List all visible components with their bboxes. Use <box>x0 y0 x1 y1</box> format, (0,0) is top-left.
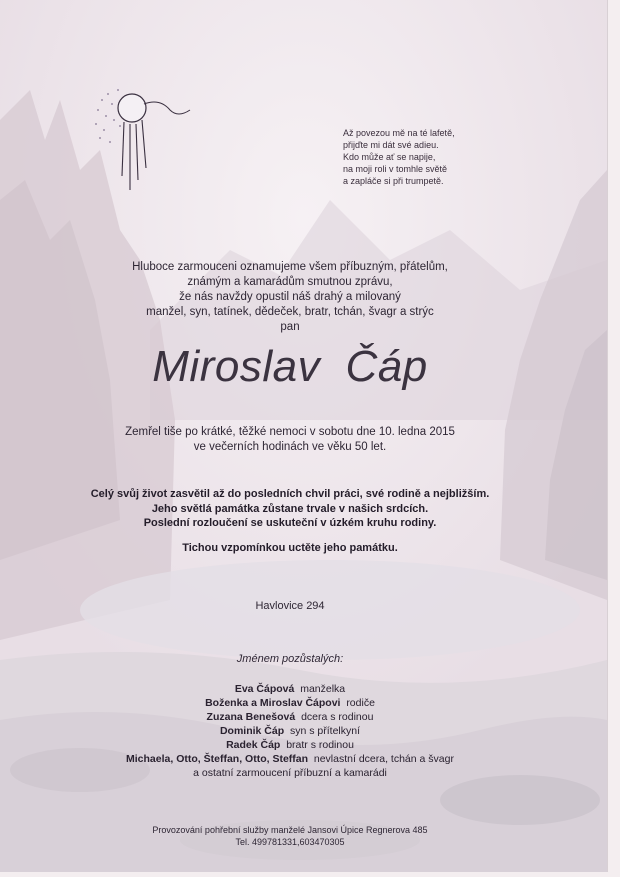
mourner-row <box>0 696 580 710</box>
intro-line: že nás navždy opustil náš drahý a milovaný <box>179 291 401 303</box>
mourner-name: Dominik Čáp <box>219 725 285 737</box>
mourners-closing: a ostatní zarmoucení příbuzní a kamarádi <box>193 767 387 779</box>
mourner-row <box>0 724 580 738</box>
footer-line-2: Tel. 499781331,603470305 <box>235 837 345 847</box>
mourner-relation: manželka <box>300 683 346 695</box>
announcement-intro <box>0 260 580 335</box>
intro-line: Hluboce zarmouceni oznamujeme všem příbuzným, přátelům, <box>132 261 448 273</box>
tribute-text <box>0 487 580 531</box>
poem-verse <box>343 127 503 187</box>
poem-line: a zapláče si při trumpetě. <box>343 176 444 186</box>
death-notice <box>0 425 580 455</box>
address: Havlovice 294 <box>255 600 325 612</box>
mourner-name: Eva Čápová <box>234 683 295 695</box>
remembrance-line: Tichou vzpomínkou uctěte jeho památku. <box>182 542 398 554</box>
poem-line: Kdo může ať se napije, <box>343 152 436 162</box>
tribute-line: Poslední rozloučení se uskuteční v úzkém kruhu rodiny. <box>143 517 437 529</box>
funeral-service-footer <box>0 824 580 848</box>
death-line: Zemřel tiše po krátké, těžké nemoci v sobotu dne 10. ledna 2015 <box>125 426 455 438</box>
mourner-row <box>0 738 580 752</box>
poem-line: přijďte mi dát své adieu. <box>343 140 439 150</box>
mourner-relation: rodiče <box>346 697 375 709</box>
footer-line-1: Provozování pohřební služby manželé Jansovi Úpice Regnerova 485 <box>152 825 428 835</box>
mourner-name: Michaela, Otto, Šteffan, Otto, Steffan <box>126 753 309 765</box>
death-line: ve večerních hodinách ve věku 50 let. <box>193 441 387 453</box>
mourner-row <box>0 710 580 724</box>
poem-line: na moji roli v tomhle světě <box>343 164 448 174</box>
intro-line: pan <box>280 321 300 333</box>
mourner-relation: dcera s rodinou <box>301 711 374 723</box>
mourner-name: Radek Čáp <box>226 739 281 751</box>
on-behalf-heading: Jménem pozůstalých: <box>236 653 344 665</box>
deceased-name: Miroslav Čáp <box>152 342 428 391</box>
mourner-row <box>0 682 580 696</box>
intro-line: známým a kamarádům smutnou zprávu, <box>187 276 393 288</box>
mourner-relation: nevlastní dcera, tchán a švagr <box>313 753 454 765</box>
mourner-relation: syn s přítelkyní <box>290 725 361 737</box>
tribute-line: Jeho světlá památka zůstane trvale v našich srdcích. <box>151 502 429 515</box>
mourners-list <box>0 682 580 780</box>
poem-line: Až povezou mě na té lafetě, <box>343 128 455 138</box>
mourner-name: Zuzana Benešová <box>206 711 296 723</box>
tribute-line: Celý svůj život zasvětil až do posledních chvil práci, své rodině a nejbližším. <box>90 488 490 500</box>
mourner-row <box>0 752 580 766</box>
intro-line: manžel, syn, tatínek, dědeček, bratr, tchán, švagr a strýc <box>146 306 434 318</box>
mourner-relation: bratr s rodinou <box>286 739 354 751</box>
mourner-name: Boženka a Miroslav Čápovi <box>205 697 341 709</box>
